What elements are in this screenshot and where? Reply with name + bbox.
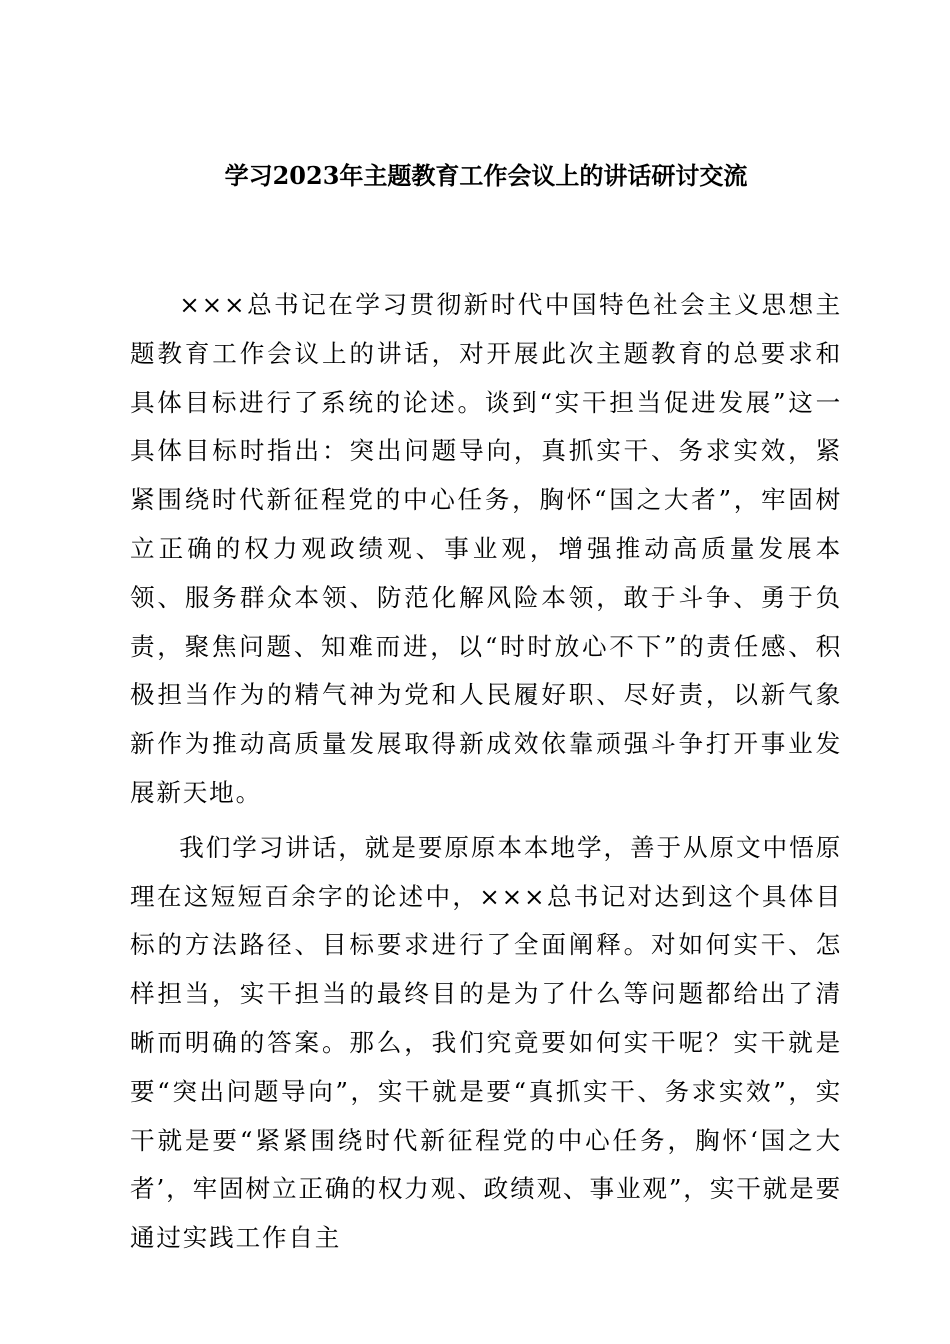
document-title: 学习2023年主题教育工作会议上的讲话研讨交流 [224, 161, 748, 190]
paragraph-1: ×××总书记在学习贯彻新时代中国特色社会主义思想主题教育工作会议上的讲话，对开展此次主题教育的总要求和具体目标进行了系统的论述。谈到“实干担当促进发展”这一具体目标时指出：突出问题导向，真抓实干、务求实效，紧紧围绕时代新征程党的中心任务，胸怀“国之大者”，牢固树立正确的权力观政绩观、事业观，增强推动高质量发展本领、服务群众本领、防范化解风险本领，敢于斗争、勇于负责，聚焦问题、知难而进，以“时时放心不下”的责任感、积极担当作为的精气神为党和人民履好职、尽好责，以新气象新作为推动高质量发展取得新成效依靠顽强斗争打开事业发展新天地。 [130, 290, 842, 807]
document-body [130, 281, 842, 1263]
paragraph-2: 我们学习讲话，就是要原原本本地学，善于从原文中悟原理在这短短百余字的论述中，×××总书记对达到这个具体目标的方法路径、目标要求进行了全面阐释。对如何实干、怎样担当，实干担当的最终目的是为了什么等问题都给出了清晰而明确的答案。那么，我们究竟要如何实干呢？实干就是要“突出问题导向”，实干就是要“真抓实干、务求实效”，实干就是要“紧紧围绕时代新征程党的中心任务，胸怀‘国之大者’，牢固树立正确的权力观、政绩观、事业观”，实干就是要通过实践工作自主 [130, 832, 842, 1253]
